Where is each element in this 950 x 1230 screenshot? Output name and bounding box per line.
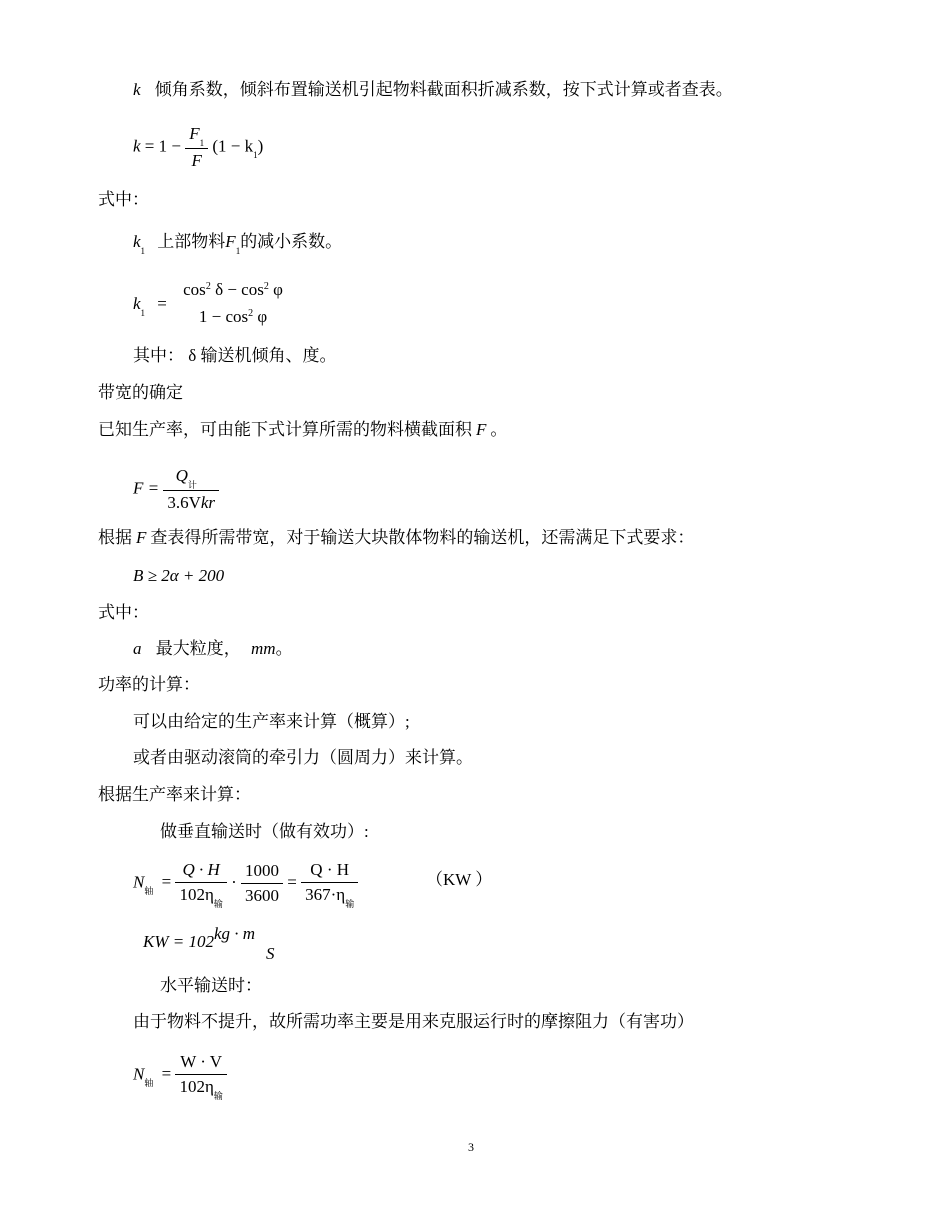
eq1-equals: = 1 − [144,136,181,156]
eq1-fraction [185,124,208,171]
eq5-fraction-1 [175,860,226,907]
per-F-line [98,528,694,548]
friction-line: 由于物料不提升，故所需功率主要是用来克服运行时的摩擦阻力（有害功） [133,1012,694,1031]
equation-N-vertical [133,860,358,907]
k-definition-line [133,80,733,100]
eq1-numerator: F [189,124,200,143]
eq5-f1-den-sub: 输 [213,899,223,909]
where-label-2: 式中： [98,603,149,622]
eq2-den-sup: 2 [248,308,254,319]
per-F-a: 根据 [98,528,132,547]
eq2-num-c: φ [273,280,283,299]
eq4-text: B ≥ 2α + 200 [133,566,225,585]
known-rate-line [98,420,507,440]
a-desc: 最大粒度， [155,639,241,658]
equation-F [133,466,219,513]
delta-definition: 其中： δ 输送机倾角、度。 [133,346,337,365]
by-drum-line: 或者由驱动滚筒的牵引力（圆周力）来计算。 [133,748,473,767]
eq2-num-sup2: 2 [263,281,269,292]
by-rate-line: 可以由给定的生产率来计算（概算）; [133,712,410,731]
eq5-f3-num: Q · H [301,860,358,883]
a-definition-line [133,639,293,659]
vertical-line: 做垂直输送时（做有效功）: [160,822,369,841]
k1-desc-b: 的减小系数。 [240,232,343,251]
known-rate-F: F [476,420,487,439]
eq7-fraction [175,1052,226,1099]
eq1-tail-sub: 1 [253,150,258,161]
eq2-fraction [179,280,287,330]
eq6-S: S [266,944,275,963]
a-end: 。 [275,639,293,658]
eq3-numerator-sub: 计 [187,480,197,490]
eq3-lhs: F = [133,478,160,498]
eq2-num-b: δ − cos [215,280,264,299]
eq2-den-b: φ [257,307,268,326]
equation-B [133,566,224,586]
eq2-num-sup1: 2 [205,281,211,292]
eq6-a: KW = 102 [143,932,214,951]
k-symbol: k [133,80,141,99]
per-F-F: F [136,528,147,547]
eq5-dot: · [231,872,237,892]
power-calc-heading: 功率的计算： [98,675,200,694]
eq1-tail: (1 − k [212,136,254,156]
eq3-fraction [163,466,219,513]
eq5-f2-den: 3600 [245,886,280,905]
eq5-f3-den: 367·η [305,885,346,904]
eq2-lhs-sub: 1 [140,307,146,318]
k1-sub: 1 [140,246,146,256]
eq7-num: W · V [175,1052,226,1075]
k1-definition-line [133,232,342,254]
eq1-lhs: k [133,136,141,156]
eq5-f1-num: Q · H [175,860,226,883]
eq5-lhs: N [133,872,145,892]
eq5-f1-den: 102η [179,885,214,904]
a-unit: mm [251,639,276,658]
eq1-numerator-sub: 1 [199,138,205,148]
eq5-fraction-2 [241,861,283,906]
eq2-equals: = [157,293,167,313]
k1-desc-a: 上部物料 [157,232,226,251]
eq2-den-a: 1 − cos [198,307,249,326]
eq6-sup: kg · m [213,924,256,943]
per-F-b: 查表得所需带宽，对于输送大块散体物料的输送机，还需满足下式要求： [150,528,695,547]
per-rate-heading: 根据生产率来计算： [98,785,251,804]
eq5-equals-1: = [161,872,172,892]
equation-k1 [133,280,287,330]
eq5-equals-2: = [287,872,297,892]
equation-KW [143,924,256,952]
horizontal-line: 水平输送时： [160,976,262,995]
known-rate-b: 。 [490,420,508,439]
eq5-f2-num: 1000 [241,861,283,884]
eq5-fraction-3 [301,860,358,907]
k1-F: F [225,232,236,251]
equation-k [133,124,263,171]
eq7-den-sub: 输 [213,1091,223,1101]
eq5-lhs-sub: 轴 [144,886,154,897]
eq1-denominator: F [191,151,202,170]
equation-N-horizontal [133,1052,227,1099]
a-symbol: a [133,639,142,658]
eq7-equals: = [161,1064,172,1084]
k-description: 倾角系数，倾斜布置输送机引起物料截面积折减系数，按下式计算或者查表。 [154,80,733,99]
page-number: 3 [468,1140,474,1154]
k1-symbol: k [133,232,141,251]
k1-F-sub: 1 [235,246,241,256]
eq3-denominator: 3.6V [167,493,201,512]
known-rate-a: 已知生产率，可由能下式计算所需的物料横截面积 [98,420,472,439]
eq3-denominator-it: kr [200,493,216,512]
eq2-num-a: cos [183,280,206,299]
eq2-lhs: k [133,293,141,313]
eq1-close: ) [257,136,264,156]
belt-width-heading: 带宽的确定 [98,383,183,402]
eq3-numerator: Q [175,466,188,485]
eq7-lhs: N [133,1064,145,1084]
where-label-1: 式中： [98,190,149,209]
eq7-den: 102η [179,1077,214,1096]
eq7-lhs-sub: 轴 [144,1078,154,1089]
eq5-f3-den-sub: 输 [345,899,355,909]
eq5-unit: （KW ） [426,870,493,889]
